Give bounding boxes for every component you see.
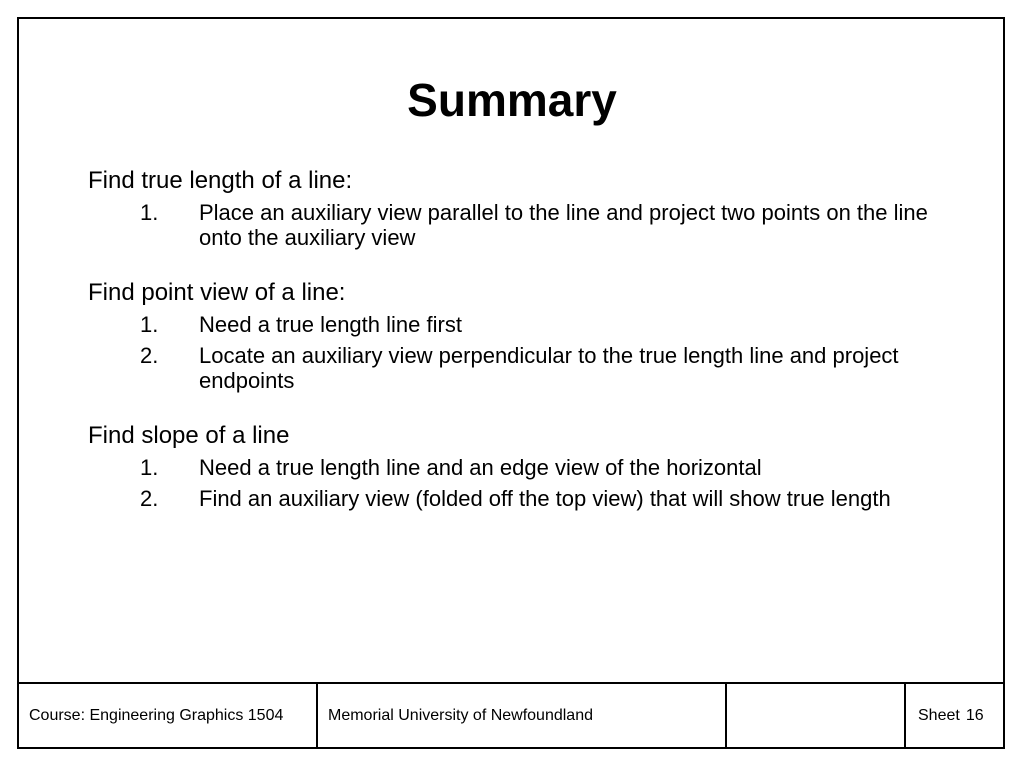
step-number: 2. [140,486,159,511]
step-number: 1. [140,200,159,225]
step-text: Need a true length line and an edge view of the horizontal [199,455,762,480]
sheet-label: Sheet [918,706,960,724]
step-number: 2. [140,343,159,368]
section-heading: Find true length of a line: [88,167,353,194]
slide-title: Summary [407,74,617,126]
course-label: Course: Engineering Graphics 1504 [29,706,284,724]
list-item [88,312,948,337]
footer-blank-cell [727,684,906,747]
step-number: 1. [140,455,159,480]
section-slope [88,421,948,511]
list-item [88,455,948,480]
section-heading: Find point view of a line: [88,279,346,306]
footer-university [318,684,727,747]
step-number: 1. [140,312,159,337]
title-block-footer [17,682,1005,749]
footer-sheet [906,684,1003,747]
step-text: Place an auxiliary view parallel to the line and project two points on the line onto the auxiliary view [199,200,928,250]
footer-course [19,684,318,747]
step-text: Need a true length line first [199,312,462,337]
list-item [88,200,948,250]
step-text: Find an auxiliary view (folded off the top view) that will show true length [199,486,891,511]
list-item [88,343,948,393]
sheet-number: 16 [965,706,984,724]
section-point-view [88,278,948,393]
university-label: Memorial University of Newfoundland [328,706,593,724]
section-heading: Find slope of a line [88,422,290,449]
list-item [88,486,948,511]
slide-content [88,166,948,539]
section-true-length [88,166,948,250]
step-text: Locate an auxiliary view perpendicular to the true length line and project endpoints [199,343,899,393]
